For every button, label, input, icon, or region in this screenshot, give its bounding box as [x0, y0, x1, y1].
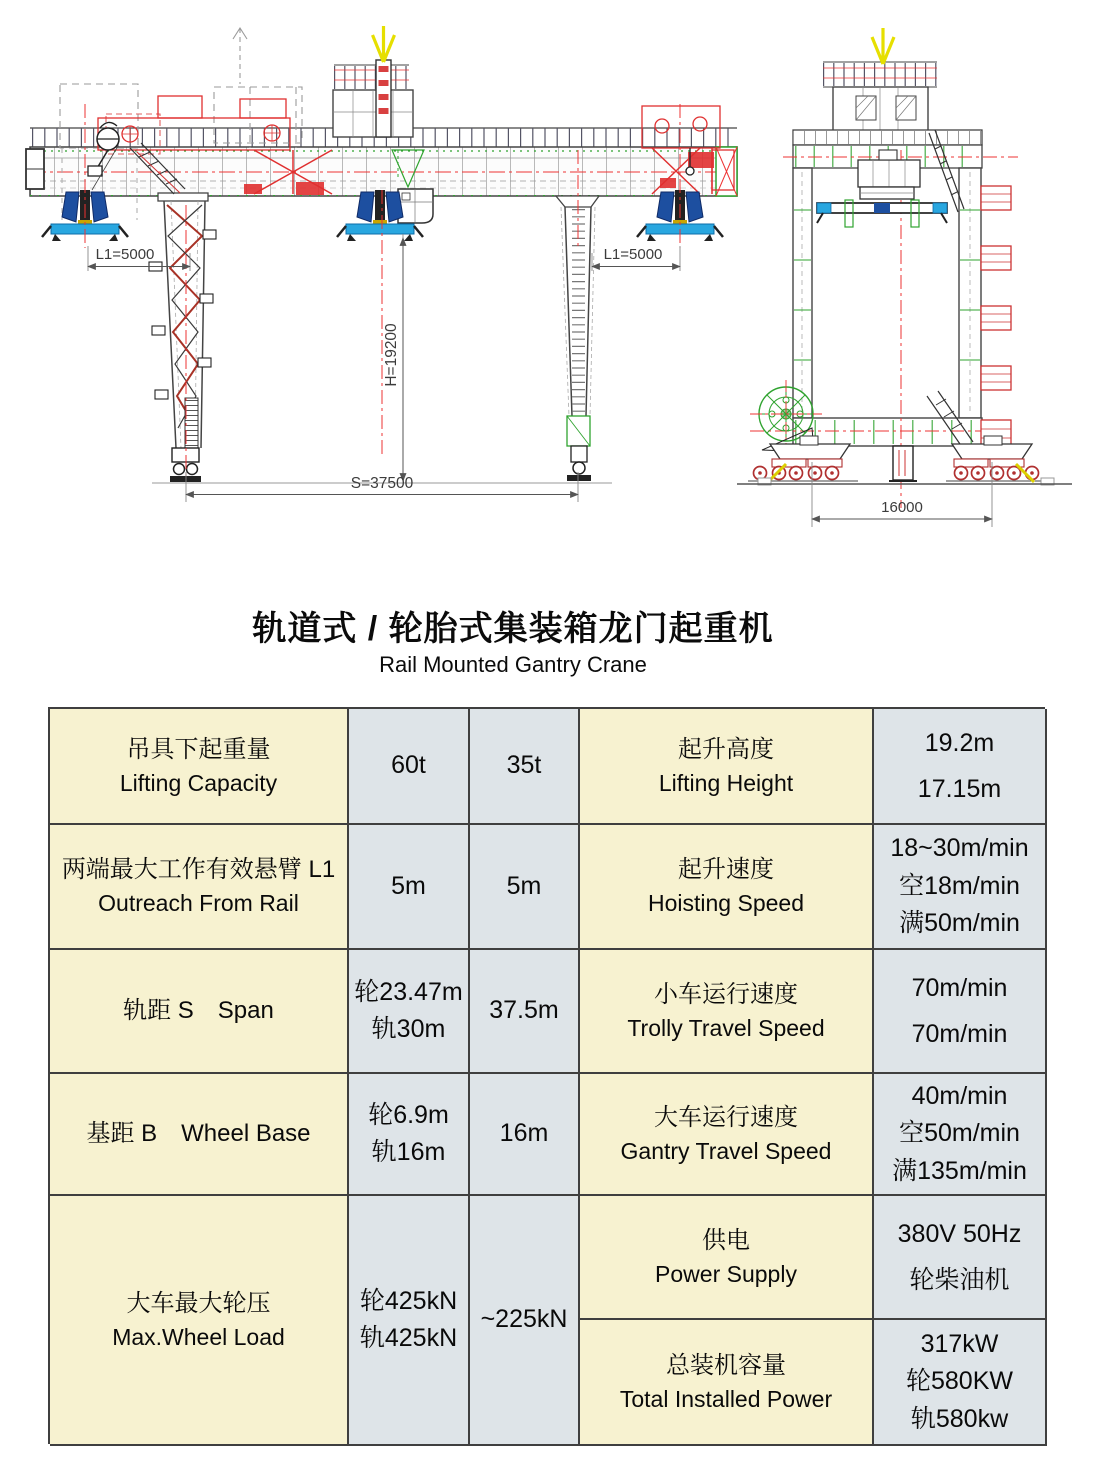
value-line: 70m/min	[911, 973, 1008, 1002]
value-line: 轮580KW	[906, 1367, 1013, 1396]
side-view	[737, 28, 1072, 527]
cell-installed-power-value	[874, 1320, 1047, 1446]
machinery-house	[823, 28, 937, 134]
label-en: Power Supply	[655, 1260, 797, 1287]
cell-trolley-speed-value	[874, 950, 1047, 1074]
label-zh: 轨距 S Span	[123, 996, 274, 1024]
value-line: 37.5m	[489, 996, 559, 1025]
cell-power-supply-label	[580, 1196, 874, 1320]
cell-wheel-base-label	[50, 1074, 349, 1196]
value-line: 17.15m	[917, 775, 1002, 803]
side-platforms	[981, 186, 1011, 446]
cell-gantry-speed-label	[580, 1074, 874, 1196]
value-line: 40m/min	[911, 1081, 1008, 1110]
value-line: 轮23.47m	[354, 977, 463, 1006]
dim-height-label: H=19200	[383, 323, 400, 387]
cell-lifting-height-label	[580, 709, 874, 825]
cell-hoisting-speed-label	[580, 825, 874, 950]
value-line: 317kW	[920, 1329, 999, 1358]
yellow-arrow-marker-side	[872, 28, 894, 64]
value-line: 轨580kw	[910, 1404, 1009, 1433]
label-en: Max.Wheel Load	[112, 1323, 285, 1350]
page-title-zh: 轨道式 / 轮胎式集装箱龙门起重机	[252, 610, 774, 648]
label-zh: 小车运行速度	[654, 980, 798, 1008]
front-view	[26, 26, 737, 502]
dim-l1-left-label: L1=5000	[95, 246, 155, 263]
label-en: Outreach From Rail	[98, 890, 299, 917]
value-line: 空18m/min	[899, 871, 1020, 900]
center-trolley-house	[333, 26, 413, 137]
value-line: 60t	[391, 751, 426, 780]
label-zh: 起升速度	[678, 856, 774, 884]
value-line: 轮6.9m	[368, 1100, 449, 1129]
cell-span-value-a	[349, 950, 470, 1074]
label-zh: 起升高度	[678, 735, 774, 763]
value-line: 轨425kN	[359, 1324, 458, 1352]
cell-installed-power-label	[580, 1320, 874, 1446]
label-en: Total Installed Power	[619, 1385, 833, 1412]
label-zh: 两端最大工作有效悬臂 L1	[61, 856, 336, 884]
value-line: 轨30m	[371, 1015, 446, 1043]
value-line: 空50m/min	[899, 1119, 1020, 1148]
label-zh: 吊具下起重量	[126, 735, 271, 763]
label-zh: 基距 B Wheel Base	[86, 1119, 311, 1147]
page-title-en: Rail Mounted Gantry Crane	[379, 652, 647, 678]
value-line: 轮柴油机	[909, 1266, 1010, 1294]
cell-outreach-value-b	[470, 825, 580, 950]
dim-wheel-base-label: 16000	[881, 499, 923, 516]
value-line: 35t	[506, 751, 542, 780]
plain-leg	[556, 150, 599, 481]
label-zh: 供电	[702, 1226, 750, 1254]
value-line: 满50m/min	[899, 909, 1020, 938]
label-zh: 总装机容量	[666, 1351, 786, 1379]
dim-span-label: S=37500	[350, 475, 414, 492]
value-line: 5m	[506, 871, 542, 900]
label-en: Hoisting Speed	[648, 890, 804, 917]
cell-lifting-height-value	[874, 709, 1047, 825]
value-line: 16m	[499, 1119, 549, 1148]
value-line: 19.2m	[924, 728, 995, 757]
yellow-arrow-marker-front	[373, 26, 395, 62]
cell-outreach-value-a	[349, 825, 470, 950]
value-line: ~225kN	[480, 1305, 568, 1334]
cell-lifting-capacity-value-b	[470, 709, 580, 825]
label-zh: 大车最大轮压	[126, 1289, 271, 1317]
cell-wheel-base-value-b	[470, 1074, 580, 1196]
value-line: 380V 50Hz	[897, 1219, 1022, 1248]
cell-gantry-speed-value	[874, 1074, 1047, 1196]
label-en: Lifting Height	[658, 769, 794, 796]
value-line: 5m	[391, 871, 426, 900]
cell-span-label	[50, 950, 349, 1074]
dim-l1-right-label: L1=5000	[603, 246, 663, 263]
page-title	[13, 610, 1013, 678]
value-line: 轮425kN	[359, 1286, 458, 1315]
cell-max-wheel-load-label	[50, 1196, 349, 1446]
cell-hoisting-speed-value	[874, 825, 1047, 950]
value-line: 满135m/min	[892, 1156, 1027, 1185]
cell-max-wheel-load-value-b	[470, 1196, 580, 1446]
spec-table	[48, 707, 1045, 1444]
girder	[26, 128, 737, 196]
cell-outreach-label	[50, 825, 349, 950]
cell-lifting-capacity-label	[50, 709, 349, 825]
label-zh: 大车运行速度	[654, 1103, 798, 1131]
cell-lifting-capacity-value-a	[349, 709, 470, 825]
cell-max-wheel-load-value-a	[349, 1196, 470, 1446]
value-line: 70m/min	[911, 1020, 1008, 1048]
value-line: 18~30m/min	[890, 834, 1029, 863]
label-en: Trolly Travel Speed	[627, 1014, 825, 1041]
crane-technical-drawing	[0, 0, 1100, 600]
value-line: 轨16m	[371, 1138, 446, 1166]
cell-power-supply-value	[874, 1196, 1047, 1320]
label-en: Gantry Travel Speed	[620, 1137, 832, 1164]
cell-span-value-b	[470, 950, 580, 1074]
cell-wheel-base-value-a	[349, 1074, 470, 1196]
label-en: Lifting Capacity	[119, 769, 278, 796]
cell-trolley-speed-label	[580, 950, 874, 1074]
